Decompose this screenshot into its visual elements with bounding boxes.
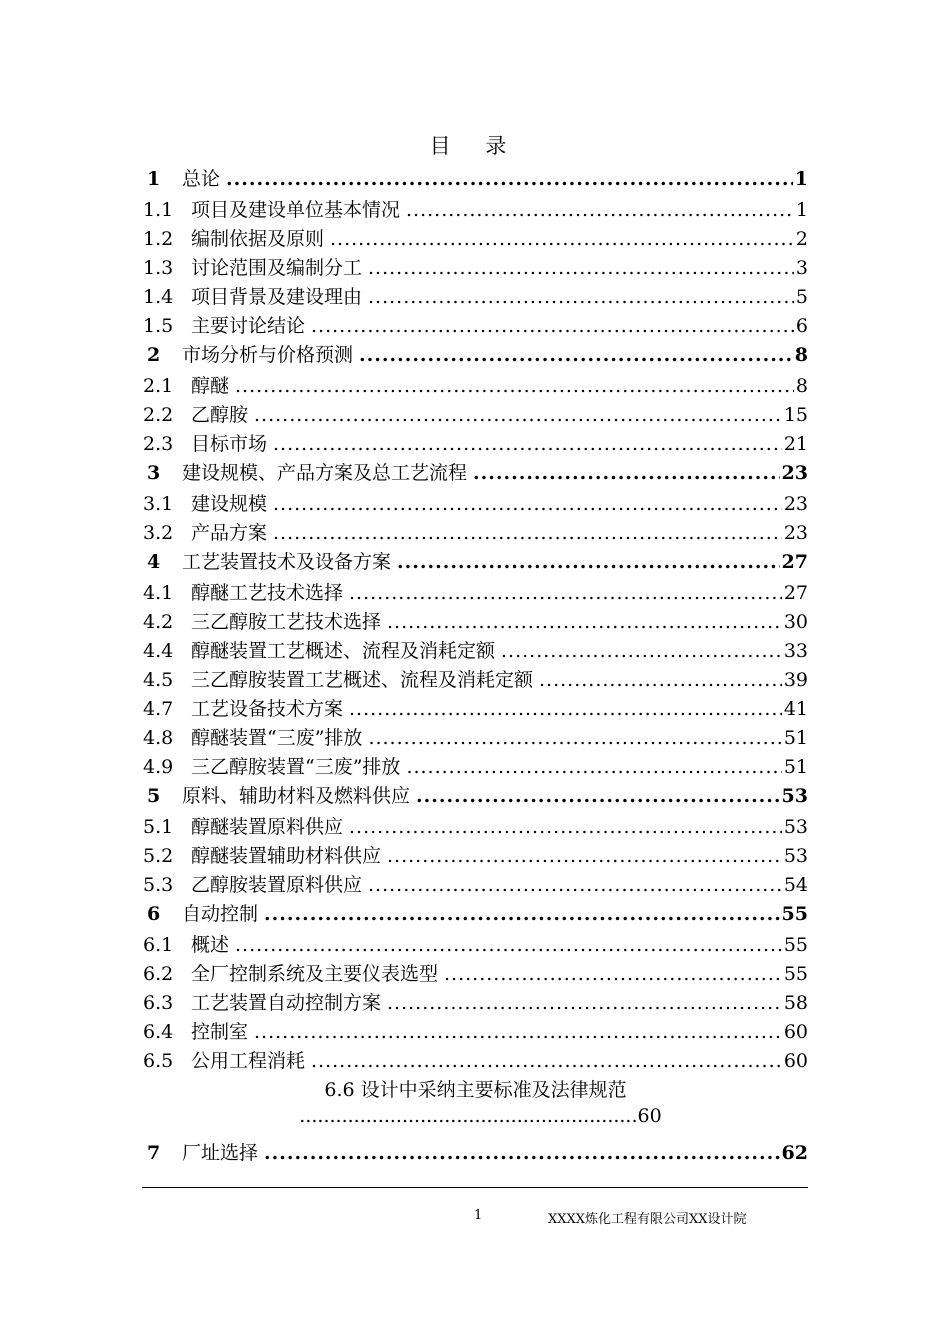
toc-entry-page-number: 8 <box>795 375 808 397</box>
toc-dot-leader <box>273 493 782 515</box>
toc-dot-leader <box>273 522 782 544</box>
toc-section-entry[interactable] <box>143 371 808 400</box>
toc-chapter-entry[interactable] <box>143 340 808 371</box>
toc-entry-number: 2.1 <box>143 375 174 397</box>
toc-entry-number: 5.1 <box>143 816 174 838</box>
toc-chapter-entry[interactable] <box>143 899 808 930</box>
toc-section-entry-wrapped[interactable] <box>143 1075 808 1138</box>
toc-entry-number: 3.2 <box>143 522 174 544</box>
toc-dot-leader <box>387 611 782 633</box>
toc-dot-leader <box>349 698 782 720</box>
toc-entry-number: 6.4 <box>143 1021 174 1043</box>
toc-entry-title: 控制室 <box>191 1021 249 1043</box>
toc-entry-page-number: 55 <box>781 903 808 925</box>
toc-section-entry[interactable] <box>143 723 808 752</box>
toc-section-entry[interactable] <box>143 253 808 282</box>
toc-section-entry[interactable] <box>143 812 808 841</box>
toc-dot-leader <box>397 551 780 573</box>
toc-entry-title: 乙醇胺装置原料供应 <box>191 874 363 896</box>
toc-chapter-entry[interactable] <box>143 547 808 578</box>
table-of-contents <box>143 164 808 1169</box>
toc-entry-number: 4.7 <box>143 698 174 720</box>
toc-entry-title: 讨论范围及编制分工 <box>191 257 363 279</box>
toc-entry-number: 6 <box>147 903 161 925</box>
toc-entry-title: 编制依据及原则 <box>191 228 325 250</box>
toc-entry-number: 4.9 <box>143 756 174 778</box>
toc-entry-number: 7 <box>147 1142 161 1164</box>
toc-entry-page-number: 53 <box>781 785 808 807</box>
toc-entry-title: 产品方案 <box>191 522 268 544</box>
toc-entry-title: 总论 <box>182 168 221 190</box>
toc-entry-number: 6.5 <box>143 1050 174 1072</box>
toc-entry-title: 醇醚 <box>191 375 230 397</box>
toc-entry-number: 5 <box>147 785 161 807</box>
toc-entry-title: 醇醚装置辅助材料供应 <box>191 845 382 867</box>
toc-entry-title: 概述 <box>191 934 230 956</box>
toc-dot-leader <box>254 1021 782 1043</box>
toc-entry-page-number: 51 <box>783 756 808 778</box>
toc-dot-leader <box>368 286 794 308</box>
toc-entry-number: 1.1 <box>143 199 174 221</box>
toc-entry-page-number: 54 <box>783 874 808 896</box>
toc-entry-title: 目标市场 <box>191 433 268 455</box>
toc-entry-page-number: 41 <box>783 698 808 720</box>
toc-dot-leader <box>539 669 782 691</box>
toc-dot-leader <box>473 462 780 484</box>
toc-dot-leader <box>349 816 782 838</box>
toc-entry-page-number: 23 <box>783 522 808 544</box>
toc-entry-title: 醇醚装置工艺概述、流程及消耗定额 <box>191 640 496 662</box>
toc-section-entry[interactable] <box>143 752 808 781</box>
toc-entry-title: 工艺装置自动控制方案 <box>191 992 382 1014</box>
toc-entry-page-number: 8 <box>794 344 808 366</box>
toc-entry-title: 三乙醇胺装置“三废”排放 <box>191 756 401 778</box>
toc-entry-number: 4.5 <box>143 669 174 691</box>
toc-chapter-entry[interactable] <box>143 1138 808 1169</box>
toc-section-entry[interactable] <box>143 311 808 340</box>
toc-section-entry[interactable] <box>143 578 808 607</box>
toc-title: 目 录 <box>429 134 521 158</box>
toc-chapter-entry[interactable] <box>143 781 808 812</box>
toc-entry-title: 自动控制 <box>182 903 259 925</box>
toc-entry-number: 1.5 <box>143 315 174 337</box>
toc-dot-leader <box>368 727 781 749</box>
toc-entry-number: 2.3 <box>143 433 174 455</box>
toc-entry-page-number: 58 <box>783 992 808 1014</box>
toc-entry-page-number: 55 <box>783 934 808 956</box>
toc-entry-page-number: 33 <box>783 640 808 662</box>
toc-entry-number: 1.2 <box>143 228 174 250</box>
toc-entry-page-number: 15 <box>783 404 808 426</box>
toc-entry-number: 4.8 <box>143 727 174 749</box>
toc-dot-leader <box>235 375 794 397</box>
toc-entry-title: 全厂控制系统及主要仪表选型 <box>191 963 439 985</box>
toc-entry-number: 6.3 <box>143 992 174 1014</box>
toc-entry-page-number: 51 <box>783 727 808 749</box>
toc-entry-number: 6.1 <box>143 934 174 956</box>
toc-dot-leader <box>387 845 782 867</box>
toc-entry-title: 工艺装置技术及设备方案 <box>182 551 392 573</box>
toc-entry-number: 1.4 <box>143 286 174 308</box>
toc-entry-title: 三乙醇胺工艺技术选择 <box>191 611 382 633</box>
toc-entry-page-number: 53 <box>783 845 808 867</box>
toc-entry-title: 项目及建设单位基本情况 <box>191 199 401 221</box>
toc-section-entry[interactable] <box>143 429 808 458</box>
footer-divider <box>142 1187 808 1188</box>
toc-entry-number: 2.2 <box>143 404 174 426</box>
toc-entry-number: 3.1 <box>143 493 174 515</box>
toc-entry-number: 1 <box>147 168 161 190</box>
toc-entry-title: 项目背景及建设理由 <box>191 286 363 308</box>
toc-entry-page-number: 62 <box>781 1142 808 1164</box>
toc-entry-page-number: 27 <box>783 582 808 604</box>
toc-entry-page-number: 53 <box>783 816 808 838</box>
toc-entry-page-number: 21 <box>783 433 808 455</box>
toc-dot-leader <box>226 168 793 190</box>
toc-dot-leader <box>359 344 793 366</box>
toc-entry-number: 1.3 <box>143 257 174 279</box>
toc-entry-page-number: 60 <box>783 1021 808 1043</box>
toc-entry-title: 工艺设备技术方案 <box>191 698 344 720</box>
toc-entry-title: 建设规模、产品方案及总工艺流程 <box>182 462 468 484</box>
toc-dot-leader <box>311 1050 782 1072</box>
toc-entry-title: 三乙醇胺装置工艺概述、流程及消耗定额 <box>191 669 534 691</box>
toc-entry-title: 醇醚装置“三废”排放 <box>191 727 363 749</box>
toc-chapter-entry[interactable] <box>143 164 808 195</box>
toc-chapter-entry[interactable] <box>143 458 808 489</box>
toc-dot-leader <box>387 992 782 1014</box>
toc-dot-leader <box>444 963 782 985</box>
toc-section-entry[interactable] <box>143 400 808 429</box>
toc-entry-number: 4.4 <box>143 640 174 662</box>
toc-entry-number: 4.1 <box>143 582 174 604</box>
toc-entry-page-number: 1 <box>794 168 808 190</box>
toc-entry-page-number: 55 <box>783 963 808 985</box>
toc-dot-leader <box>406 756 781 778</box>
toc-entry-number: 4 <box>147 551 161 573</box>
toc-section-entry[interactable] <box>143 870 808 899</box>
toc-dot-leader <box>406 199 794 221</box>
toc-entry-title: 厂址选择 <box>182 1142 259 1164</box>
toc-entry-page-number: 5 <box>795 286 808 308</box>
toc-section-entry[interactable] <box>143 841 808 870</box>
toc-entry-title: 主要讨论结论 <box>191 315 306 337</box>
toc-dot-leader <box>368 257 794 279</box>
toc-entry-number: 6.2 <box>143 963 174 985</box>
toc-entry-number: 5.2 <box>143 845 174 867</box>
toc-section-entry[interactable] <box>143 636 808 665</box>
toc-dot-leader <box>311 315 794 337</box>
toc-entry-title: 原料、辅助材料及燃料供应 <box>182 785 411 807</box>
toc-dot-leader <box>368 874 782 896</box>
toc-entry-page-number: 23 <box>781 462 808 484</box>
toc-entry-page-number: 2 <box>795 228 808 250</box>
toc-entry-page-number: 3 <box>795 257 808 279</box>
toc-section-entry[interactable] <box>143 195 808 224</box>
toc-dot-leader <box>416 785 780 807</box>
toc-section-entry[interactable] <box>143 518 808 547</box>
toc-entry-page-number: 1 <box>795 199 808 221</box>
toc-dot-leader <box>273 433 782 455</box>
toc-entry-number: 3 <box>147 462 161 484</box>
toc-entry-page-number: 60 <box>783 1050 808 1072</box>
footer-organization: XXXX炼化工程有限公司XX设计院 <box>548 1212 747 1227</box>
toc-entry-title: 乙醇胺 <box>191 404 249 426</box>
toc-section-entry[interactable] <box>143 607 808 636</box>
toc-section-entry[interactable] <box>143 988 808 1017</box>
footer-page-number: 1 <box>474 1208 483 1223</box>
toc-entry-title: 醇醚工艺技术选择 <box>191 582 344 604</box>
toc-entry-page-number: 23 <box>783 493 808 515</box>
toc-dot-leader <box>254 404 782 426</box>
toc-dot-leader <box>330 228 794 250</box>
toc-entry-number: 4.2 <box>143 611 174 633</box>
toc-entry-page-number: 39 <box>783 669 808 691</box>
toc-section-entry[interactable] <box>143 959 808 988</box>
toc-section-entry[interactable] <box>143 224 808 253</box>
toc-entry-title: 市场分析与价格预测 <box>182 344 354 366</box>
toc-entry-title: 公用工程消耗 <box>191 1050 306 1072</box>
toc-section-entry[interactable] <box>143 1017 808 1046</box>
toc-entry-number: 2 <box>147 344 161 366</box>
toc-entry-title: 醇醚装置原料供应 <box>191 816 344 838</box>
toc-dot-leader <box>264 903 780 925</box>
toc-entry-title: 6.6 设计中采纳主要标准及法律规范 <box>324 1079 627 1101</box>
toc-entry-page-number: 27 <box>781 551 808 573</box>
toc-section-entry[interactable] <box>143 1046 808 1075</box>
toc-entry-page-number: 6 <box>795 315 808 337</box>
toc-section-entry[interactable] <box>143 930 808 959</box>
toc-dot-leader <box>501 640 782 662</box>
toc-dot-leader <box>264 1142 780 1164</box>
toc-dot-leader <box>349 582 782 604</box>
toc-section-entry[interactable] <box>143 694 808 723</box>
toc-section-entry[interactable] <box>143 282 808 311</box>
toc-entry-number: 5.3 <box>143 874 174 896</box>
toc-section-entry[interactable] <box>143 665 808 694</box>
toc-entry-leader-and-page: ........................................................60 <box>299 1105 662 1127</box>
toc-entry-title: 建设规模 <box>191 493 268 515</box>
toc-entry-page-number: 30 <box>783 611 808 633</box>
toc-dot-leader <box>235 934 782 956</box>
toc-section-entry[interactable] <box>143 489 808 518</box>
